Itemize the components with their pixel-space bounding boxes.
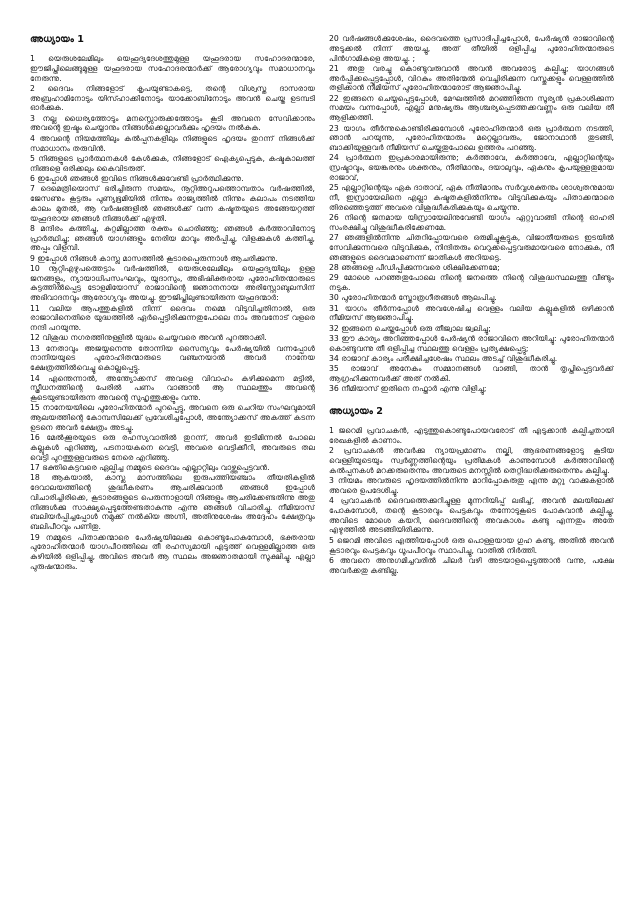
verse: 30 പുരോഹിതന്മാർ സ്തോത്രഗീതങ്ങൾ ആലപിച്ചു. (329, 293, 497, 303)
verse: 3 നല്ല ധൈര്യത്തോടും മനസ്സൊരുക്കത്തോടും കൂടി അവനെ സേവിക്കാനും അവന്റെ ഇഷ്ടം ചെയ്യാനും നിങ്ങൾക്കെല്ലാവർക്കും ഹൃദയം നൽകുക. (30, 113, 315, 133)
chapter-2-verses (329, 426, 614, 575)
verse: 7 ദെമെത്രിയൊസ് ഭരിച്ചിരുന്ന സമയം, നൂറ്റിഅറുപത്തൊമ്പതാം വർഷത്തിൽ, ജേസണും കൂട്ടരും പുണ്യഭൂമിയിൽ നിന്നും രാജ്യത്തിൽ നിന്നും കലാപം നടത്തിയ കാലം മുതൽ, ആ വർഷങ്ങളിൽ ഞങ്ങൾക്ക് വന്ന കഷ്ടതയുടെ അങ്ങേയറ്റത്ത് യഹൂദരായ ഞങ്ങൾ നിങ്ങൾക്ക് എഴുതി. (30, 184, 315, 223)
verse: 5 നിങ്ങളുടെ പ്രാർത്ഥനകൾ കേൾക്കുക, നിങ്ങളോട് ഐക്യപ്പെടുക, കഷ്ടകാലത്ത് നിങ്ങളെ ഒരിക്കലും കൈവിടരുത്. (30, 153, 315, 173)
verse: 11 വലിയ ആപത്തുകളിൽ നിന്ന് ദൈവം നമ്മെ വിടുവിച്ചതിനാൽ, ഒരു രാജാവിനെതിരെ യുദ്ധത്തിൽ ഏർപ്പെട്ടിരിക്കുന്നതുപോലെ നാം അവനോട് വളരെ നന്ദി പറയുന്നു. (30, 303, 315, 333)
verse: 10 നൂറ്റിഎഴുപത്തെട്ടാം വർഷത്തിൽ, യെരുശലേമിലും യെഹൂദ്യയിലും ഉള്ള ജനങ്ങളും, ന്യായാധിപസംഘവും, യൂദാസും, അഭിഷിക്തരായ പുരോഹിതന്മാരുടെ കുട്ടത്തിൽപ്പെട്ട ടോളമിയോസ് രാജാവിന്റെ ജ്ഞാനനായ അരിസ്റ്റോബുലസിന് അഭിവാദനവും ആരോഗ്യവും അയച്ചു. ഈജിപ്തിലുണ്ടായിരുന്ന യഹൂദന്മാർ: (30, 263, 315, 303)
verse: 21 അതു വരച്ചു കൊണ്ടുവരുവാൻ അവൻ അവരോടു കല്പിച്ചു; യാഗങ്ങൾ അർപ്പിക്കപ്പെട്ടപ്പോൾ, വിറകും അതിന്മേൽ വെച്ചിരിക്കുന്ന വസ്തുക്കളും വെള്ളത്തിൽ തളിക്കാൻ നീമിയസ് പുരോഹിതന്മാരോട് ആജ്ഞാപിച്ചു. (329, 63, 614, 93)
document-page (30, 34, 614, 894)
verse: 27 ഞങ്ങളിൽനിന്നു ചിതറിപ്പോയവരെ ഒരുമിച്ചുകൂട്ടുക, വിജാതീയരുടെ ഇടയിൽ സേവിക്കുന്നവരെ വിടുവിക്കുക, നിന്ദിതരും വെറുക്കപ്പെട്ടവരുമായവരെ നോക്കുക, നീ ഞങ്ങളുടെ ദൈവമാണെന്ന് ജാതികൾ അറിയട്ടെ. (329, 233, 614, 262)
verse: 4 അവന്റെ നിയമത്തിലും കൽപ്പനകളിലും നിങ്ങളുടെ ഹൃദയം തുറന്ന് നിങ്ങൾക്ക് സമാധാനം തരുവിൻ. (30, 133, 315, 153)
verse: 17 ഭക്തികെട്ടവരെ ഏല്പിച്ച നമ്മുടെ ദൈവം എല്ലാറ്റിലും വാഴ്ത്തപ്പെട്ടവൻ. (30, 463, 270, 473)
verse: 35 രാജാവ് അനേകം സമ്മാനങ്ങൾ വാങ്ങി, താൻ തൃപ്തിപ്പെട്ടവർക്ക് ആഗ്രഹിക്കുന്നവർക്ക് അത് നൽകി. (329, 364, 614, 384)
verse: 32 ഇങ്ങനെ ചെയ്തപ്പോൾ ഒരു തീജ്വാല ജ്വലിച്ചു; (329, 323, 491, 333)
right-column (329, 34, 614, 894)
verse: 34 രാജാവ് കാര്യം പരീക്ഷിച്ചശേഷം സ്ഥലം അടച്ച് വിശുദ്ധീകരിച്ചു. (329, 354, 558, 363)
verse: 14 എന്തെന്നാൽ, അന്ത്യോക്കസ് അവളെ വിവാഹം കഴിക്കുമെന്ന മട്ടിൽ, സ്ത്രീധനത്തിന്റെ പേരിൽ പണം വാങ്ങാൻ ആ സ്ഥലത്തും അവന്റെ കൂടെയുണ്ടായിരുന്ന അവന്റെ സുഹൃത്തുക്കളും വന്നു. (30, 373, 315, 403)
verse: 36 നീമിയാസ് ഇതിനെ നഫ്താർ എന്നു വിളിച്ചു; (329, 384, 487, 394)
verse: 31 യാഗം തീർന്നപ്പോൾ അവശേഷിച്ച വെള്ളം വലിയ കല്ലുകളിൽ ഒഴിക്കാൻ നീമിയസ് ആജ്ഞാപിച്ചു. (329, 303, 614, 323)
verse: 26 നിന്റെ ജനമായ യിസ്രായേലിനുവേണ്ടി യാഗം ഏറ്റുവാങ്ങി നിന്റെ ഓഹരി സംരക്ഷിച്ചു വിശുദ്ധീകരിക്കേണമേ. (329, 213, 614, 232)
verse: 20 വർഷങ്ങൾക്കുശേഷം, ദൈവത്തെ പ്രസാദിപ്പിച്ചപ്പോൾ, പേർഷ്യൻ രാജാവിന്റെ അടുക്കൽ നിന്ന് അയച്ചു, അത് തീയിൽ ഒളിപ്പിച്ച പുരോഹിതന്മാരുടെ പിൻഗാമികളെ അയച്ചു. ; (329, 34, 614, 63)
verse: 24 പ്രാർത്ഥന ഇപ്രകാരമായിരുന്നു; കർത്താവേ, കർത്താവേ, എല്ലാറ്റിന്റെയും സ്രഷ്ടാവും, ഭയങ്കരനും ശക്തനും, നീതിമാനും, ദയാലുവും, ഏകനും കൃപയുള്ളതുമായ രാജാവ്, (329, 153, 614, 182)
chapter-1-heading: അധ്യായം 1 (30, 34, 84, 45)
left-column (30, 34, 315, 894)
verse: 9 ഇപ്പോൾ നിങ്ങൾ കാസ്ല മാസത്തിൽ കൂടാരപ്പെരുന്നാൾ ആചരിക്കുന്നു. (30, 253, 278, 263)
verse: 1 ജറെമി പ്രവാചകൻ, എടുത്തുകൊണ്ടുപോയവരോട് തീ എടുക്കാൻ കല്പിച്ചതായി രേഖകളിൽ കാണാം. (329, 426, 614, 445)
verse: 3 നിയമം അവരുടെ ഹൃദയത്തിൽനിന്നു മാറിപ്പോകരുതു എന്നു മറ്റു വാക്കുകളാൽ അവരെ ഉപദേശിച്ചു. (329, 476, 614, 495)
verse: 18 ആകയാൽ, കാസ്ല മാസത്തിലെ ഇരുപത്തിയഞ്ചാം തീയതികളിൽ ദേവാലയത്തിന്റെ ശുദ്ധീകരണം ആചരിക്കുവാൻ ഞങ്ങൾ ഇപ്പോൾ വിചാരിച്ചിരിക്കെ, കൂടാരങ്ങളുടെ പെരുന്നാളായി നിങ്ങളും ആചരിക്കേണ്ടതിന്നു അതു നിങ്ങൾക്കു സാക്ഷ്യപ്പെടുത്തേണ്ടതാകുന്നു എന്നു ഞങ്ങൾ വിചാരിച്ചു. നീമിയാസ് ബലിയർപ്പിച്ചപ്പോൾ നമുക്ക് നൽകിയ അഗ്നി, അതിനുശേഷം അദ്ദേഹം ക്ഷേത്രവും ബലിപീഠവും പണിതു. (30, 473, 315, 532)
verse: 33 ഈ കാര്യം അറിഞ്ഞപ്പോൾ പേർഷ്യൻ രാജാവിനെ അറിയിച്ചു: പുരോഹിതന്മാർ കൊണ്ടുവന്നു തീ ഒളിപ്പിച്ച സ്ഥലത്തു വെള്ളം പ്രത്യക്ഷപ്പെട്ടു; (329, 333, 614, 353)
chapter-1-verses (30, 54, 315, 572)
verse: 28 ഞങ്ങളെ പീഡിപ്പിക്കുന്നവരെ ശിക്ഷിക്കേണമേ; (329, 262, 500, 272)
chapter-2-heading: അധ്യായം 2 (329, 406, 383, 418)
verse: 4 പ്രവാചകൻ ദൈവത്തെക്കുറിച്ചുള്ള മുന്നറിയിപ്പ് ലഭിച്ച്, അവൻ മലയിലേക്ക് പോകുമ്പോൾ, തന്റെ കൂടാരവും പെട്ടകവും തന്നോടുകൂടെ പോകുവാൻ കല്പിച്ചു, അവിടെ മോശെ കയറി, ദൈവത്തിന്റെ അവകാശം കണ്ടു എന്നതും അതേ എഴുത്തിൽ അടങ്ങിയിരിക്കുന്നു. (329, 496, 614, 535)
verse: 19 നമ്മുടെ പിതാക്കന്മാരെ പേർഷ്യയിലേക്കു കൊണ്ടുപോകുമ്പോൾ, ഭക്തരായ പുരോഹിതന്മാർ യാഗപീഠത്തിലെ തീ രഹസ്യമായി എടുത്ത് വെള്ളമില്ലാത്ത ഒരു കുഴിയിൽ ഒളിപ്പിച്ചു, അവിടെ അവർ ആ സ്ഥലം അജ്ഞാതമായി സൂക്ഷിച്ചു. എല്ലാ പുരുഷന്മാരും. (30, 532, 315, 571)
verse: 15 നാനേയയിലെ പുരോഹിതന്മാർ പുറപ്പെട്ടു, അവനെ ഒരു ചെറിയ സംഘവുമായി ആലയത്തിന്റെ കോമ്പസിലേക്ക് പ്രവേശിച്ചപ്പോൾ, അന്ത്യോക്കസ് അകത്ത് കടന്ന ഉടനെ അവർ ക്ഷേത്രം അടച്ചു. (30, 403, 315, 432)
verse: 2 പ്രവാചകൻ അവർക്കു ന്യായപ്രമാണം നല്കി, ആഭരണങ്ങളോടു കൂടിയ വെള്ളിയുടെയും സ്വർണ്ണത്തിന്റെയും പ്രതിമകൾ കാണുമ്പോൾ കർത്താവിന്റെ കൽപ്പനകൾ മറക്കരുതെന്നും അവരുടെ മനസ്സിൽ തെറ്റിദ്ധരിക്കരുതെന്നും കല്പിച്ചു. (329, 446, 614, 475)
chapter-1-verses-continued (329, 34, 614, 394)
verse: 25 എല്ലാറ്റിന്റെയും ഏക ദാതാവ്, ഏക നീതിമാനും സർവ്വശക്തനും ശാശ്വതനുമായ നീ, ഇസ്രായേലിനെ എല്ലാ കഷ്ടതകളിൽനിന്നും വിടുവിക്കുകയും പിതാക്കന്മാരെ തിരഞ്ഞെടുത്ത് അവരെ വിശുദ്ധീകരിക്കുകയും ചെയ്യുന്നു. (329, 183, 614, 212)
verse: 8 മന്ദിരം കത്തിച്ചു, കുറ്റമില്ലാത്ത രക്തം ചൊരിഞ്ഞു; ഞങ്ങൾ കർത്താവിനോടു പ്രാർത്ഥിച്ചു; ഞങ്ങൾ യാഗങ്ങളും നേരിയ മാവും അർപ്പിച്ചു, വിളക്കുകൾ കത്തിച്ചു, അപ്പം വിളമ്പി. (30, 223, 315, 253)
verse: 6 അവനെ അനുഗമിച്ചവരിൽ ചിലർ വഴി അടയാളപ്പെടുത്താൻ വന്നു, പക്ഷേ അവർക്കതു കണ്ടില്ല. (329, 555, 614, 575)
verse: 1 യെരുശലേമിലും യെഹൂദ്യദേശത്തുമുള്ള യഹൂദരായ സഹോദരന്മാരേ, ഈജിപ്തിലെങ്ങുമുള്ള യഹൂദരായ സഹോദരന്മാർക്ക് ആരോഗ്യവും സമാധാനവും നേരുന്നു. (30, 54, 315, 83)
verse: 13 നേതാവും അജയ്യനെന്നു തോന്നിയ സൈന്യവും പേർഷ്യയിൽ വന്നപ്പോൾ നാനിയയുടെ പുരോഹിതന്മാരുടെ വഞ്ചനയാൽ അവർ നാനേയ ക്ഷേത്രത്തിൽവെച്ചു കൊല്ലപ്പെട്ടു. (30, 343, 315, 373)
verse: 16 മേൽക്കൂരയുടെ ഒരു രഹസ്യവാതിൽ തുറന്ന്, അവർ ഇടിമിന്നൽ പോലെ കല്ലുകൾ എറിഞ്ഞു, പടനായകനെ വെട്ടി, അവരെ വെട്ടിക്കീറി, അവരുടെ തല വെട്ടി പുറത്തുള്ളവരുടെ നേരെ എറിഞ്ഞു. (30, 433, 315, 462)
verse: 6 ഇപ്പോൾ ഞങ്ങൾ ഇവിടെ നിങ്ങൾക്കുവേണ്ടി പ്രാർത്ഥിക്കുന്നു. (30, 173, 244, 183)
verse: 5 ജെറമി അവിടെ എത്തിയപ്പോൾ ഒരു പൊള്ളയായ ഗുഹ കണ്ടു, അതിൽ അവൻ കൂടാരവും പെട്ടകവും ധൂപപീഠവും സ്ഥാപിച്ചു, വാതിൽ നിർത്തി. (329, 535, 614, 555)
verse: 2 ദൈവം നിങ്ങളോട് കൃപയുണ്ടാകട്ടെ, തന്റെ വിശ്വസ്ത ദാസരായ അബ്രഹാമിനോടും യിസ്ഹാക്കിനോടും യാക്കോബിനോടും അവൻ ചെയ്ത ഉടമ്പടി ഓർക്കുക. (30, 83, 315, 113)
verse: 22 ഇങ്ങനെ ചെയ്യപ്പെട്ടപ്പോൾ, മേഘത്തിൽ മറഞ്ഞിരുന്ന സൂര്യൻ പ്രകാശിക്കുന്ന സമയം വന്നപ്പോൾ, എല്ലാ മനുഷ്യരും ആശ്ചര്യപ്പെടത്തക്കവണ്ണം ഒരു വലിയ തീ ആളിക്കത്തി. (329, 93, 614, 123)
verse: 12 വിശുദ്ധ നഗരത്തിനുള്ളിൽ യുദ്ധം ചെയ്യവരെ അവൻ പുറത്താക്കി. (30, 333, 267, 343)
verse: 29 മോശെ പറഞ്ഞതുപോലെ നിന്റെ ജനത്തെ നിന്റെ വിശുദ്ധസ്ഥലത്തു വീണ്ടും നടുക. (329, 273, 614, 293)
verse: 23 യാഗം തീർന്നുകൊണ്ടിരിക്കുമ്പോൾ പുരോഹിതന്മാർ ഒരു പ്രാർത്ഥന നടത്തി, ഞാൻ പറയുന്നു, പുരോഹിതന്മാരും മറ്റെല്ലാവരും, ജോനാഥാൻ തുടങ്ങി, ബാക്കിയുള്ളവർ നീമിയസ് ചെയ്തതുപോലെ ഉത്തരം പറഞ്ഞു. (329, 123, 614, 153)
